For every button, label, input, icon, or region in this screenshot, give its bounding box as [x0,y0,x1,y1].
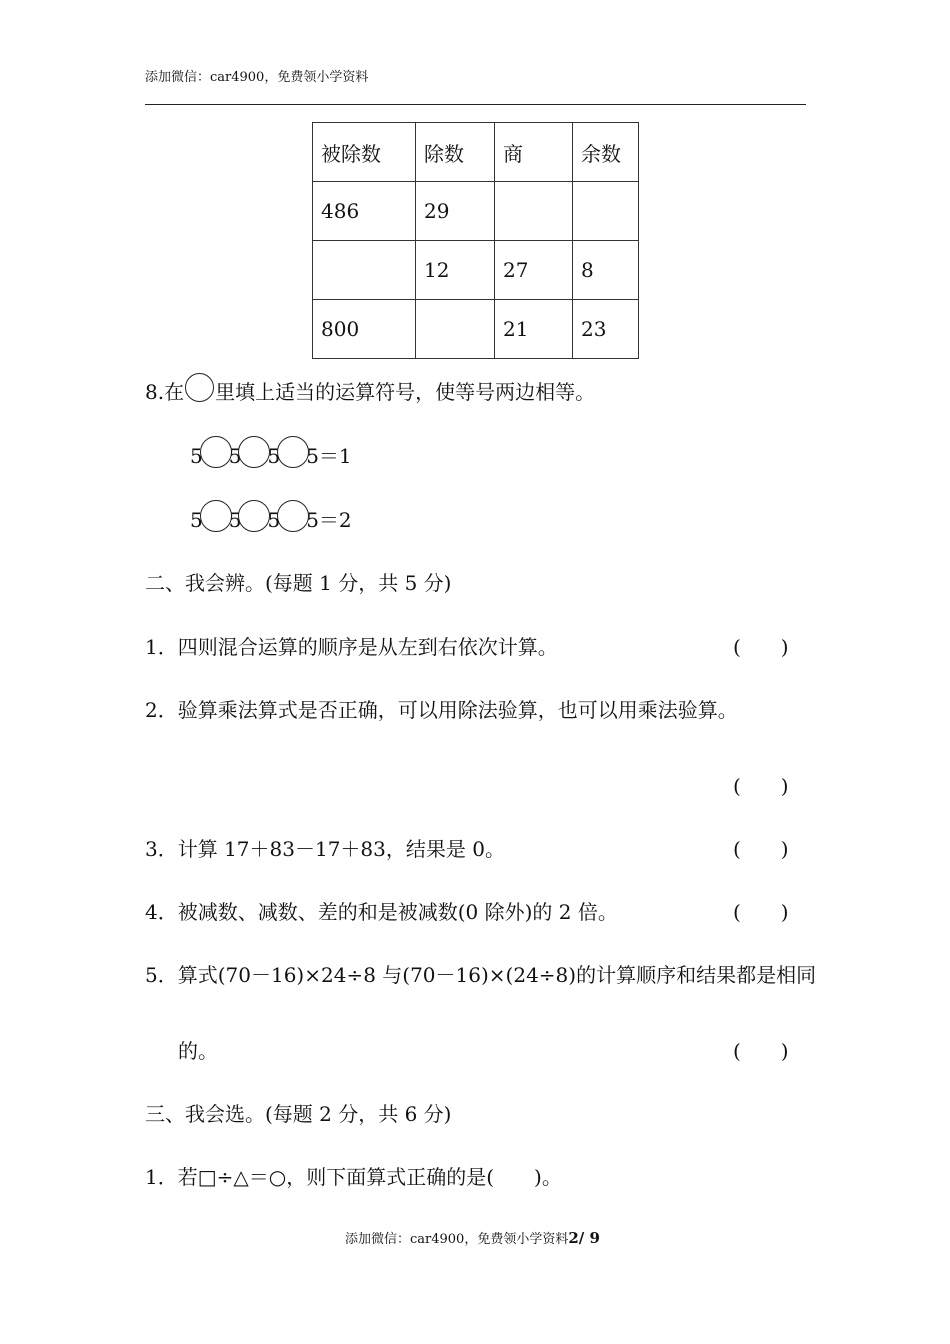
judge-item-1: 1．四则混合运算的顺序是从左到右依次计算。 [145,635,558,659]
page-number: 2/ 9 [568,1229,600,1247]
question-8 [145,376,595,408]
judge-item-4: 4．被减数、减数、差的和是被减数(0 除外)的 2 倍。 [145,900,618,924]
table-cell: 29 [416,182,495,241]
judge-item-5: 5．算式(70－16)×24÷8 与(70－16)×(24÷8)的计算顺序和结果都是相同 [145,963,817,987]
header-remainder: 余数 [573,123,639,182]
judge-item-2: 2．验算乘法算式是否正确，可以用除法验算，也可以用乘法验算。 [145,698,738,722]
header-quotient: 商 [495,123,573,182]
eq-number: 5 [267,508,281,532]
section3-title: 三、我会选。(每题 2 分，共 6 分) [145,1102,452,1126]
eq-number: 5 [267,444,281,468]
answer-bracket-2[interactable]: ( ) [733,774,789,798]
judge-item-3: 3．计算 17＋83－17＋83，结果是 0。 [145,837,505,861]
answer-bracket-3[interactable]: ( ) [733,837,789,861]
choice-item-1: 1．若□÷△＝○，则下面算式正确的是( )。 [145,1165,562,1189]
table-cell [573,182,639,241]
circle-blank-icon [185,373,214,402]
judge-item-5-cont: 的。 [178,1039,218,1063]
header-dividend: 被除数 [313,123,416,182]
operator-blank[interactable] [238,500,270,532]
operator-blank[interactable] [238,436,270,468]
q8-prefix: 8.在 [145,380,185,404]
answer-bracket-5[interactable]: ( ) [733,1039,789,1063]
table-cell: 27 [495,241,573,300]
operator-blank[interactable] [277,500,309,532]
eq-result: 5＝2 [306,508,352,532]
table-row [313,241,639,300]
table-cell [495,182,573,241]
operator-blank[interactable] [200,436,232,468]
table-cell: 21 [495,300,573,359]
table-header-row [313,123,639,182]
eq-result: 5＝1 [306,444,352,468]
header-watermark: 添加微信：car4900，免费领小学资料 [145,70,369,85]
division-table [312,122,639,359]
table-cell: 486 [313,182,416,241]
operator-blank[interactable] [277,436,309,468]
operator-blank[interactable] [200,500,232,532]
eq-number: 5 [190,508,203,532]
answer-bracket-4[interactable]: ( ) [733,900,789,924]
section2-title: 二、我会辨。(每题 1 分，共 5 分) [145,571,452,595]
header-divider [145,104,806,105]
answer-bracket-1[interactable]: ( ) [733,635,789,659]
equation-1 [190,440,352,474]
eq-number: 5 [190,444,203,468]
table-cell: 12 [416,241,495,300]
table-cell: 8 [573,241,639,300]
table-cell: 800 [313,300,416,359]
q8-text: 里填上适当的运算符号，使等号两边相等。 [215,380,596,404]
footer-watermark: 添加微信：car4900，免费领小学资料 [345,1232,569,1247]
table-cell: 23 [573,300,639,359]
footer [345,1228,600,1247]
table-cell [416,300,495,359]
table-row [313,300,639,359]
eq-number: 5 [228,508,242,532]
table-row [313,182,639,241]
equation-2 [190,504,352,538]
header-divisor: 除数 [416,123,495,182]
table-cell [313,241,416,300]
eq-number: 5 [228,444,242,468]
